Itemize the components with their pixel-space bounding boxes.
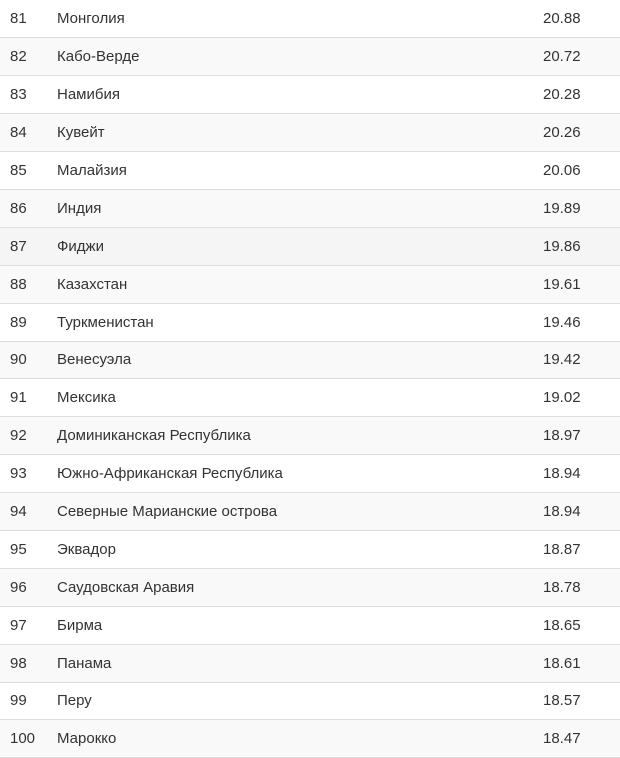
table-row	[0, 379, 620, 417]
value-cell: 20.72	[543, 38, 620, 76]
value-cell: 18.47	[543, 720, 620, 758]
rank-cell: 90	[0, 341, 57, 379]
value-cell: 18.78	[543, 568, 620, 606]
table-row	[0, 152, 620, 190]
table-row	[0, 227, 620, 265]
country-cell: Панама	[57, 644, 543, 682]
table-row	[0, 0, 620, 38]
table-row	[0, 530, 620, 568]
country-cell: Туркменистан	[57, 303, 543, 341]
value-cell: 19.61	[543, 265, 620, 303]
country-cell: Фиджи	[57, 227, 543, 265]
table-row	[0, 303, 620, 341]
country-cell: Монголия	[57, 0, 543, 38]
rank-cell: 98	[0, 644, 57, 682]
rank-cell: 85	[0, 152, 57, 190]
table-row	[0, 720, 620, 758]
rank-cell: 86	[0, 189, 57, 227]
value-cell: 20.06	[543, 152, 620, 190]
country-cell: Кувейт	[57, 114, 543, 152]
rank-cell: 94	[0, 493, 57, 531]
rank-cell: 87	[0, 227, 57, 265]
country-cell: Доминиканская Республика	[57, 417, 543, 455]
table-row	[0, 644, 620, 682]
value-cell: 18.87	[543, 530, 620, 568]
value-cell: 19.46	[543, 303, 620, 341]
country-cell: Намибия	[57, 76, 543, 114]
table-row	[0, 606, 620, 644]
rank-cell: 82	[0, 38, 57, 76]
rank-cell: 88	[0, 265, 57, 303]
value-cell: 20.88	[543, 0, 620, 38]
country-cell: Венесуэла	[57, 341, 543, 379]
value-cell: 18.61	[543, 644, 620, 682]
rank-cell: 92	[0, 417, 57, 455]
country-cell: Индия	[57, 189, 543, 227]
value-cell: 18.97	[543, 417, 620, 455]
value-cell: 19.86	[543, 227, 620, 265]
table-row	[0, 682, 620, 720]
table-row	[0, 265, 620, 303]
value-cell: 19.02	[543, 379, 620, 417]
table-row	[0, 568, 620, 606]
table-row	[0, 417, 620, 455]
rank-cell: 83	[0, 76, 57, 114]
rank-cell: 84	[0, 114, 57, 152]
country-cell: Бирма	[57, 606, 543, 644]
rank-cell: 95	[0, 530, 57, 568]
value-cell: 18.94	[543, 493, 620, 531]
table-row	[0, 493, 620, 531]
rank-cell: 91	[0, 379, 57, 417]
country-cell: Малайзия	[57, 152, 543, 190]
rank-cell: 81	[0, 0, 57, 38]
rank-cell: 93	[0, 455, 57, 493]
table-row	[0, 38, 620, 76]
country-cell: Саудовская Аравия	[57, 568, 543, 606]
value-cell: 18.94	[543, 455, 620, 493]
value-cell: 20.26	[543, 114, 620, 152]
country-cell: Южно-Африканская Республика	[57, 455, 543, 493]
table-row	[0, 114, 620, 152]
value-cell: 20.28	[543, 76, 620, 114]
value-cell: 19.89	[543, 189, 620, 227]
table-row	[0, 189, 620, 227]
table-row	[0, 76, 620, 114]
value-cell: 18.65	[543, 606, 620, 644]
rank-cell: 96	[0, 568, 57, 606]
rank-cell: 89	[0, 303, 57, 341]
country-cell: Марокко	[57, 720, 543, 758]
country-cell: Казахстан	[57, 265, 543, 303]
country-cell: Северные Марианские острова	[57, 493, 543, 531]
value-cell: 18.57	[543, 682, 620, 720]
rank-cell: 97	[0, 606, 57, 644]
country-cell: Мексика	[57, 379, 543, 417]
country-cell: Эквадор	[57, 530, 543, 568]
country-cell: Перу	[57, 682, 543, 720]
table-row	[0, 341, 620, 379]
rank-cell: 99	[0, 682, 57, 720]
table-row	[0, 455, 620, 493]
value-cell: 19.42	[543, 341, 620, 379]
country-cell: Кабо-Верде	[57, 38, 543, 76]
rank-cell: 100	[0, 720, 57, 758]
